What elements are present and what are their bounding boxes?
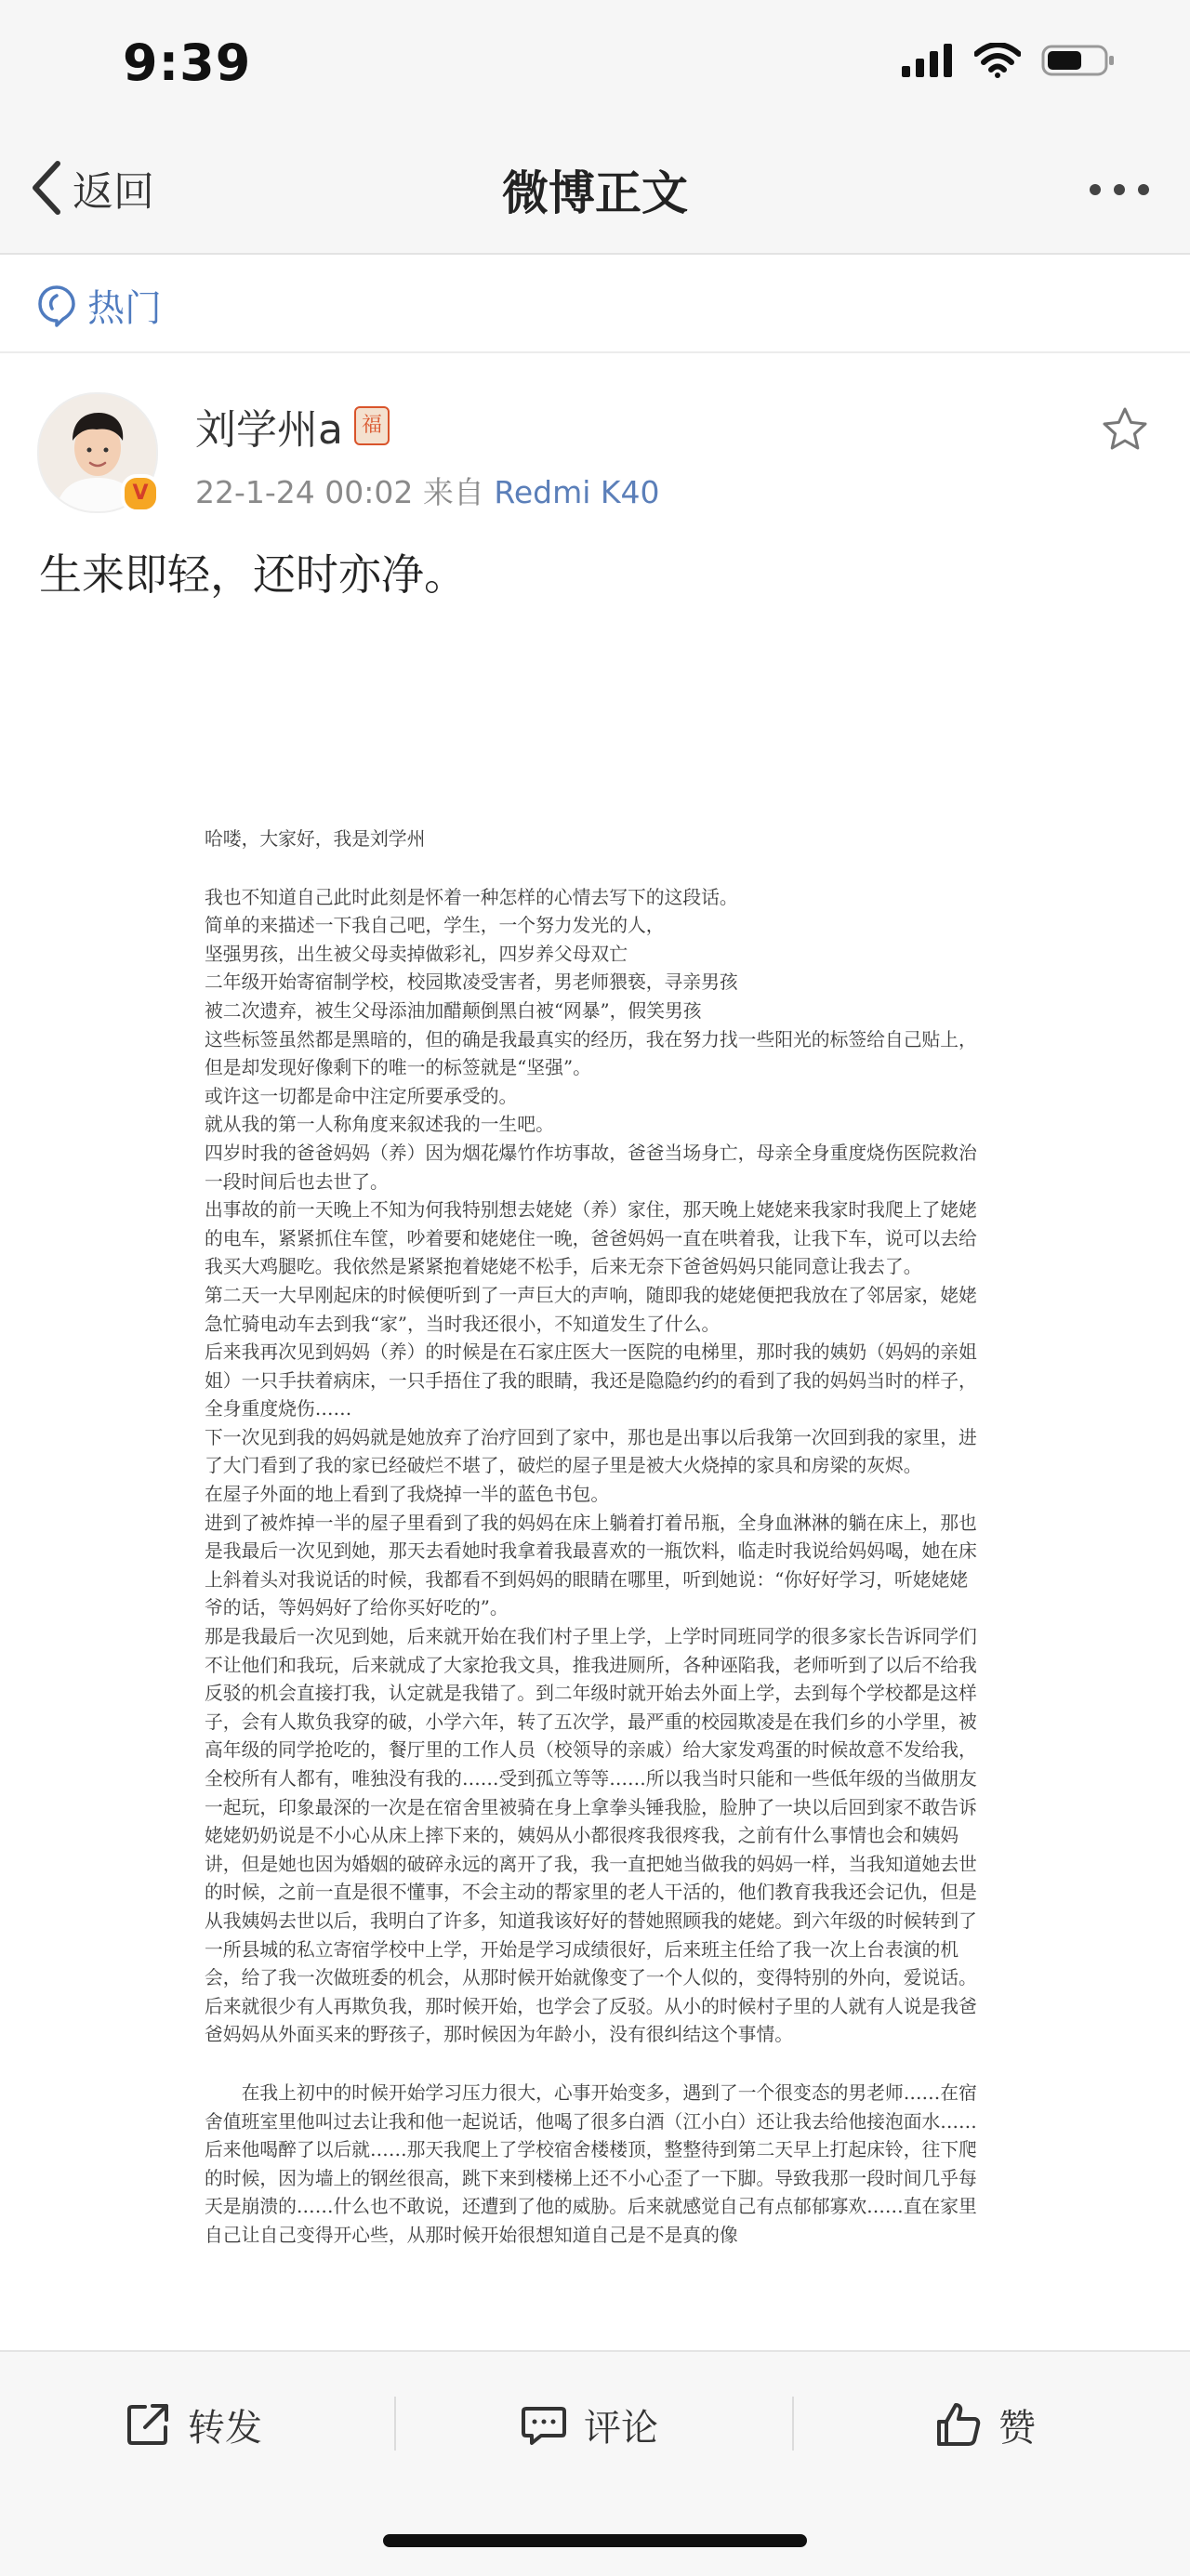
comment-label: 评论 — [584, 2406, 658, 2450]
signal-icon — [902, 44, 954, 77]
star-icon — [1101, 405, 1149, 454]
like-button[interactable] — [935, 2397, 1036, 2452]
doc-line: 坚强男孩，出生被父母卖掉做彩礼，四岁养父母双亡 — [205, 943, 628, 965]
doc-gap — [205, 2050, 985, 2080]
doc-line: 被二次遗弃，被生父母添油加醋颠倒黑白被“网暴”，假笑男孩 — [205, 999, 702, 1022]
doc-line: 或许这一切都是命中注定所要承受的。 — [205, 1085, 518, 1107]
doc-line: 二年级开始寄宿制学校，校园欺凌受害者，男老师猥亵，寻亲男孩 — [205, 971, 738, 994]
divider — [394, 2397, 396, 2451]
home-indicator — [383, 2534, 807, 2547]
share-icon — [125, 2401, 171, 2448]
status-icons — [902, 43, 1116, 78]
post-device-link[interactable]: Redmi K40 — [494, 474, 660, 510]
doc-line: 四岁时我的爸爸妈妈（养）因为烟花爆竹作坊事故，爸爸当场身亡，母亲全身重度烧伤医院救治一段时间后也去世了。 — [205, 1142, 977, 1193]
repost-button[interactable] — [125, 2397, 262, 2452]
verified-icon: V — [121, 474, 160, 513]
doc-line: 在屋子外面的地上看到了我烧掉一半的蓝色书包。 — [205, 1484, 610, 1506]
author-name[interactable]: 刘学州a — [195, 406, 343, 454]
post-image-document[interactable] — [205, 826, 985, 2350]
doc-line: 出事故的前一天晚上不知为何我特别想去姥姥（养）家住，那天晚上姥姥来我家时我爬上了姥姥的电车，紧紧抓住车筐，吵着要和姥姥住一晚，爸爸妈妈一直在哄着我，让我下车，说可以去给我买大鸡腿吃。我依然是紧紧抱着姥姥不松手，后来无奈下爸爸妈妈只能同意让我去了。 — [205, 1199, 977, 1278]
repost-label: 转发 — [188, 2406, 262, 2450]
doc-line: 这些标签虽然都是黑暗的，但的确是我最真实的经历，我在努力找一些阳光的标签给自己贴上，但是却发现好像剩下的唯一的标签就是“坚强”。 — [205, 1028, 977, 1079]
hot-topic-link[interactable] — [37, 279, 162, 332]
post-timestamp: 22-1-24 00:02 — [195, 474, 414, 510]
thumbs-up-icon — [935, 2401, 982, 2448]
top-bar — [0, 0, 1190, 255]
hot-icon — [37, 284, 76, 327]
battery-icon — [1041, 43, 1116, 78]
doc-line: 就从我的第一人称角度来叙述我的一生吧。 — [205, 1114, 554, 1136]
back-label: 返回 — [73, 168, 154, 216]
doc-line: 简单的来描述一下我自己吧，学生，一个努力发光的人， — [205, 915, 665, 937]
more-dot-icon — [1114, 184, 1125, 195]
hot-label: 热门 — [87, 287, 162, 330]
doc-greeting: 哈喽，大家好，我是刘学州 — [205, 828, 426, 850]
more-dot-icon — [1138, 184, 1149, 195]
divider — [792, 2397, 794, 2451]
comment-button[interactable] — [521, 2397, 658, 2452]
hot-bar — [0, 255, 1190, 353]
doc-gap — [205, 854, 985, 884]
like-label: 赞 — [998, 2406, 1036, 2450]
post-meta — [195, 469, 660, 512]
page-title: 微博正文 — [502, 166, 688, 220]
doc-paragraph: 在我上初中的时候开始学习压力很大，心事开始变多，遇到了一个很变态的男老师……在宿舍值班室里他叫过去让我和他一起说话，他喝了很多白酒（江小白）还让我去给他接泡面水……后来他喝醉了以后就……那天我爬上了学校宿舍楼楼顶，整整待到第二天早上打起床铃，往下爬的时候，因为墙上的钢丝很高，跳下来到楼梯上还不小心歪了一下脚。导致我那一段时间几乎每天是崩溃的……什么也不敢说，还遭到了他的威胁。后来就感觉自己有点郁郁寡欢……直在家里自己让自己变得开心些，从那时候开始很想知道自己是不是真的像 — [205, 2081, 977, 2246]
favorite-button[interactable] — [1101, 405, 1149, 457]
doc-line: 我也不知道自己此时此刻是怀着一种怎样的心情去写下的这段话。 — [205, 886, 738, 908]
doc-line: 那是我最后一次见到她，后来就开始在我们村子里上学，上学时同班同学的很多家长告诉同学们不让他们和我玩，后来就成了大家抢我文具，推我进厕所，各种诬陷我，老师听到了以后不给我反驳的机会直接打我，认定就是我错了。到二年级时就开始去外面上学，去到每个学校都是这样子，会有人欺负我穿的破，小学六年，转了五次学，最严重的校园欺凌是在我们乡的小学里，被高年级的同学抢吃的，餐厅里的工作人员（校领导的亲戚）给大家发鸡蛋的时候故意不发给我，全校所有人都有，唯独没有我的……受到孤立等等……所以我当时只能和一些低年级的当做朋友一起玩，印象最深的一次是在宿舍里被骑在身上拿拳头锤我脸，脸肿了一块以后回到家不敢告诉姥姥奶奶说是不小心从床上摔下来的，姨妈从小都很疼我很疼我，之前有什么事情也会和姨妈讲，但是她也因为婚姻的破碎永远的离开了我，我一直把她当做我的妈妈一样，当我知道她去世的时候，之前一直是很不懂事，不会主动的帮家里的老人干活的，他们教育我我还会记仇，但是从我姨妈去世以后，我明白了许多，知道我该好好的替她照顾我的姥姥。到六年级的时候转到了一所县城的私立寄宿学校中上学，开始是学习成绩很好，后来班主任给了我一次上台表演的机会，给了我一次做班委的机会，从那时候开始就像变了一个人似的，变得特别的外向，爱说话。后来就很少有人再欺负我，那时候开始，也学会了反驳。从小的时候村子里的人就有人说是我爸爸妈妈从外面买来的野孩子，那时候因为年龄小，没有很纠结这个事情。 — [205, 1626, 977, 2046]
wifi-icon — [974, 43, 1021, 78]
more-menu-button[interactable] — [1090, 184, 1149, 195]
fu-badge-icon: 福 — [354, 406, 390, 445]
status-time: 9:39 — [123, 33, 252, 92]
post-text: 生来即轻，还时亦净。 — [39, 549, 467, 600]
doc-line: 后来我再次见到妈妈（养）的时候是在石家庄医大一医院的电梯里，那时我的姨奶（妈妈的亲姐姐）一只手扶着病床，一只手捂住了我的眼睛，我还是隐隐约约的看到了我的妈妈当时的样子，全身重度烧伤…… — [205, 1341, 977, 1420]
doc-line: 进到了被炸掉一半的屋子里看到了我的妈妈在床上躺着打着吊瓶，全身血淋淋的躺在床上，那也是我最后一次见到她，那天去看她时我拿着我最喜欢的一瓶饮料，临走时我说给妈妈喝，她在床上斜着头对我说话的时候，我都看不到妈妈的眼睛在哪里，听到她说：“你好好学习，听姥姥姥爷的话，等妈妈好了给你买好吃的”。 — [205, 1512, 977, 1619]
more-dot-icon — [1090, 184, 1101, 195]
author-name-row — [195, 396, 390, 456]
source-prefix: 来自 — [422, 474, 484, 510]
comment-icon — [521, 2401, 567, 2448]
doc-line: 第二天一大早刚起床的时候便听到了一声巨大的声响，随即我的姥姥便把我放在了邻居家，姥姥急忙骑电动车去到我“家”，当时我还很小，不知道发生了什么。 — [205, 1284, 977, 1335]
doc-line: 下一次见到我的妈妈就是她放弃了治疗回到了家中，那也是出事以后我第一次回到我的家里，进了大门看到了我的家已经破烂不堪了，破烂的屋子里是被大火烧掉的家具和房梁的灰烬。 — [205, 1426, 977, 1477]
